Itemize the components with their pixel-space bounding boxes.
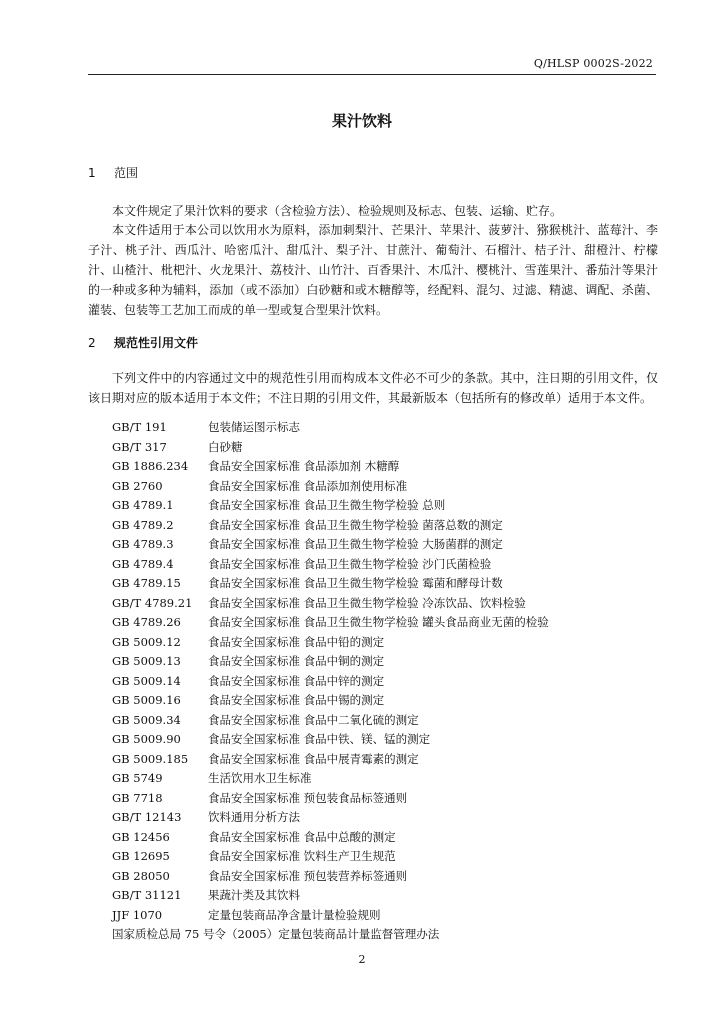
reference-item — [112, 828, 662, 848]
reference-item — [112, 633, 662, 653]
reference-code: GB 7718 — [112, 790, 163, 805]
reference-title: 食品安全国家标准 饮料生产卫生规范 — [208, 849, 396, 863]
reference-item — [112, 711, 662, 731]
reference-code: GB 5009.13 — [112, 654, 181, 668]
reference-title: 食品安全国家标准 食品中锌的测定 — [208, 673, 385, 688]
section-number: 2 — [88, 336, 96, 350]
reference-code: GB/T 12143 — [112, 810, 182, 824]
reference-code: GB 12456 — [112, 829, 170, 844]
section-number: 1 — [88, 166, 96, 180]
reference-title: 食品安全国家标准 食品中铜的测定 — [208, 654, 385, 668]
reference-title: 食品安全国家标准 食品卫生微生物学检验 大肠菌群的测定 — [208, 537, 503, 551]
reference-code: GB 5749 — [112, 771, 163, 785]
reference-list — [112, 418, 662, 945]
reference-title: 食品安全国家标准 食品添加剂使用标准 — [208, 478, 408, 493]
reference-title: 食品安全国家标准 食品卫生微生物学检验 沙门氏菌检验 — [208, 556, 492, 571]
reference-item — [112, 535, 662, 555]
page-number: 2 — [358, 953, 366, 966]
reference-code: GB 4789.15 — [112, 576, 181, 590]
reference-title: 食品安全国家标准 食品中总酸的测定 — [208, 829, 396, 844]
reference-item — [112, 613, 662, 633]
section-heading-normative-references — [88, 334, 198, 351]
reference-title: 定量包装商品净含量计量检验规则 — [208, 907, 381, 922]
reference-item — [112, 769, 662, 789]
reference-item-decree — [112, 925, 662, 945]
reference-title: 食品安全国家标准 食品添加剂 木糖醇 — [208, 459, 400, 473]
document-title: 果汁饮料 — [331, 112, 392, 130]
reference-item — [112, 847, 662, 867]
header-divider — [88, 74, 656, 75]
reference-item — [112, 906, 662, 926]
reference-code: GB 28050 — [112, 868, 170, 883]
reference-code: GB 5009.90 — [112, 732, 181, 746]
reference-title: 包装储运图示标志 — [208, 420, 300, 434]
reference-title: 食品安全国家标准 预包装营养标签通则 — [208, 868, 408, 883]
reference-title: 食品安全国家标准 食品中铁、镁、锰的测定 — [208, 732, 431, 746]
reference-item — [112, 496, 662, 516]
reference-code: GB 4789.4 — [112, 556, 174, 571]
reference-title: 国家质检总局 75 号令（2005）定量包装商品计量监督管理办法 — [112, 927, 440, 941]
reference-item — [112, 750, 662, 770]
reference-title: 食品安全国家标准 食品卫生微生物学检验 菌落总数的测定 — [208, 517, 503, 532]
scope-paragraph-1: 本文件规定了果汁饮料的要求（含检验方法）、检验规则及标志、包装、运输、贮存。 — [112, 204, 563, 218]
reference-title: 食品安全国家标准 食品中二氧化硫的测定 — [208, 712, 419, 727]
reference-item — [112, 477, 662, 497]
reference-item — [112, 457, 662, 477]
reference-item — [112, 555, 662, 575]
reference-item — [112, 691, 662, 711]
reference-code: GB/T 31121 — [112, 888, 182, 902]
reference-item — [112, 886, 662, 906]
reference-code: GB 5009.14 — [112, 673, 181, 688]
reference-item — [112, 594, 662, 614]
reference-title: 食品安全国家标准 预包装食品标签通则 — [208, 790, 408, 805]
reference-item — [112, 574, 662, 594]
reference-item — [112, 418, 662, 438]
reference-title: 食品安全国家标准 食品中锡的测定 — [208, 693, 385, 707]
reference-code: GB/T 4789.21 — [112, 595, 193, 610]
reference-title: 食品安全国家标准 食品卫生微生物学检验 罐头食品商业无菌的检验 — [208, 615, 549, 629]
reference-code: GB 5009.185 — [112, 751, 189, 766]
reference-title: 食品安全国家标准 食品中铅的测定 — [208, 634, 385, 649]
reference-title: 食品安全国家标准 食品中展青霉素的测定 — [208, 751, 419, 766]
section-title: 规范性引用文件 — [114, 336, 199, 350]
reference-title: 白砂糖 — [208, 439, 243, 454]
reference-code: GB 4789.1 — [112, 498, 174, 512]
reference-item — [112, 652, 662, 672]
reference-code: GB 5009.12 — [112, 634, 181, 649]
reference-item — [112, 867, 662, 887]
reference-title: 食品安全国家标准 食品卫生微生物学检验 总则 — [208, 498, 446, 512]
reference-code: GB 4789.2 — [112, 517, 174, 532]
reference-code: GB/T 317 — [112, 439, 167, 454]
reference-title: 果蔬汁类及其饮料 — [208, 888, 300, 902]
reference-code: GB/T 191 — [112, 420, 167, 434]
reference-title: 食品安全国家标准 食品卫生微生物学检验 冷冻饮品、饮料检验 — [208, 595, 526, 610]
reference-item — [112, 808, 662, 828]
section-heading-scope — [88, 164, 138, 181]
reference-item — [112, 516, 662, 536]
reference-item — [112, 730, 662, 750]
reference-code: GB 12695 — [112, 849, 170, 863]
reference-item — [112, 789, 662, 809]
reference-code: JJF 1070 — [112, 907, 163, 922]
reference-title: 生活饮用水卫生标准 — [208, 771, 312, 785]
document-code: Q/HLSP 0002S-2022 — [533, 57, 653, 70]
reference-title: 饮料通用分析方法 — [208, 810, 300, 824]
reference-code: GB 1886.234 — [112, 459, 189, 473]
reference-item — [112, 672, 662, 692]
scope-paragraph-2: 本文件适用于本公司以饮用水为原料，添加刺梨汁、芒果汁、苹果汁、菠萝汁、猕猴桃汁、蓝莓汁、李子汁、桃子汁、西瓜汁、哈密瓜汁、甜瓜汁、梨子汁、甘蔗汁、葡萄汁、石榴汁、桔子汁、甜橙汁、柠檬汁、山楂汁、枇杷汁、火龙果汁、荔枝汁、山竹汁、百香果汁、木瓜汁、樱桃汁、雪莲果汁、番茄汁等果汁的一种或多种为辅料，添加（或不添加）白砂糖和或木糖醇等，经配料、混匀、过滤、精滤、调配、杀菌、灌装、包装等工艺加工而成的单一型或复合型果汁饮料。 — [88, 223, 658, 317]
reference-code: GB 4789.3 — [112, 537, 174, 551]
reference-code: GB 2760 — [112, 478, 163, 493]
reference-code: GB 4789.26 — [112, 615, 181, 629]
reference-title: 食品安全国家标准 食品卫生微生物学检验 霉菌和酵母计数 — [208, 576, 503, 590]
reference-code: GB 5009.34 — [112, 712, 181, 727]
reference-item — [112, 438, 662, 458]
references-intro-paragraph: 下列文件中的内容通过文中的规范性引用而构成本文件必不可少的条款。其中，注日期的引用文件，仅该日期对应的版本适用于本文件；不注日期的引用文件，其最新版本（包括所有的修改单）适用于本文件。 — [88, 371, 658, 405]
section-title: 范围 — [114, 166, 139, 180]
reference-code: GB 5009.16 — [112, 693, 181, 707]
